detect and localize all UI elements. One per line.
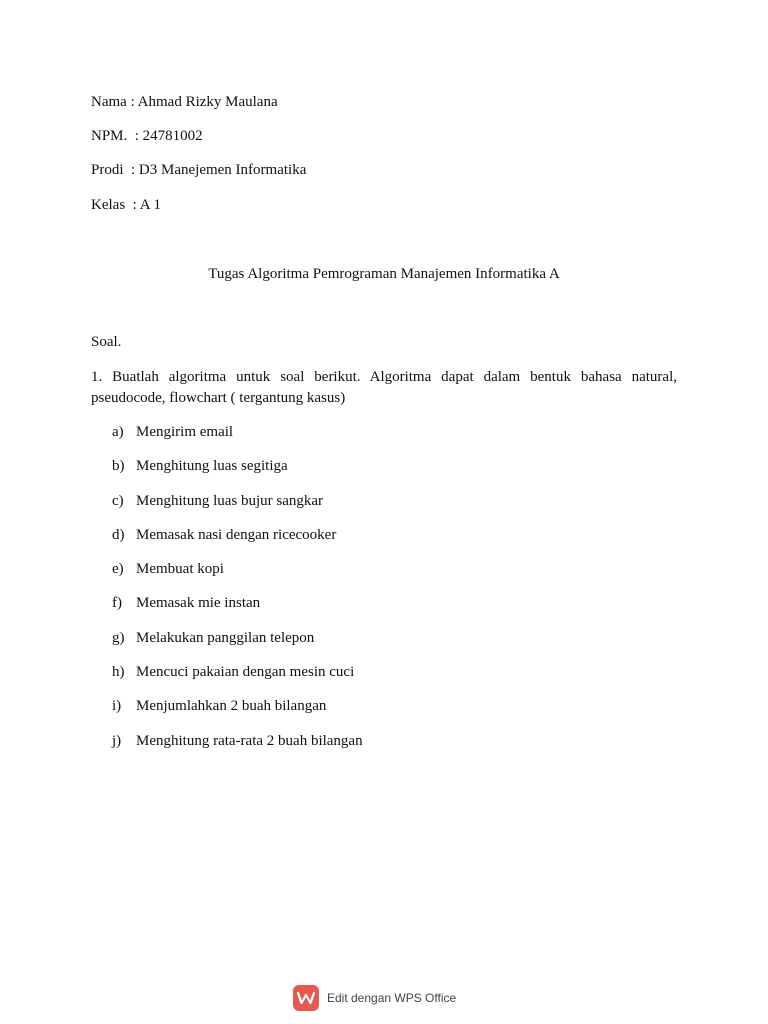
list-marker: h) xyxy=(112,664,125,681)
list-item xyxy=(112,593,363,627)
list-item-text: Menghitung luas segitiga xyxy=(136,458,288,475)
list-marker: a) xyxy=(112,424,124,440)
wps-office-logo-icon xyxy=(293,985,319,1011)
list-marker: f) xyxy=(112,595,122,612)
student-npm: NPM. : 24781002 xyxy=(91,128,203,144)
document-title: Tugas Algoritma Pemrograman Manajemen Informatika A xyxy=(208,266,560,282)
question-text: 1. Buatlah algoritma untuk soal berikut. Algoritma dapat dalam bentuk bahasa natural, pseudocode, flowchart ( tergantung kasus) xyxy=(91,369,677,406)
list-item-text: Menghitung rata-rata 2 buah bilangan xyxy=(136,732,363,749)
list-marker: c) xyxy=(112,492,124,509)
task-list xyxy=(112,422,363,765)
list-item-text: Melakukan panggilan telepon xyxy=(136,629,315,646)
list-item xyxy=(112,731,363,765)
list-item-text: Mencuci pakaian dengan mesin cuci xyxy=(136,664,355,681)
list-item xyxy=(112,696,363,730)
wps-edit-label: Edit dengan WPS Office xyxy=(327,991,457,1005)
list-item-text: Menjumlahkan 2 buah bilangan xyxy=(136,698,327,715)
list-marker: e) xyxy=(112,561,124,578)
student-kelas: Kelas : A 1 xyxy=(91,197,161,213)
list-marker: d) xyxy=(112,526,125,543)
student-name: Nama : Ahmad Rizky Maulana xyxy=(91,94,278,110)
list-marker: i) xyxy=(112,698,122,715)
list-item xyxy=(112,559,363,593)
list-item xyxy=(112,525,363,559)
list-marker: b) xyxy=(112,458,125,475)
list-marker: j) xyxy=(112,732,122,749)
list-item-text: Menghitung luas bujur sangkar xyxy=(136,492,324,509)
list-item xyxy=(112,491,363,525)
list-item xyxy=(112,628,363,662)
list-item-text: Membuat kopi xyxy=(136,561,224,578)
wps-edit-link[interactable] xyxy=(293,985,456,1011)
list-item xyxy=(112,456,363,490)
list-marker: g) xyxy=(112,629,125,646)
list-item xyxy=(112,662,363,696)
student-prodi: Prodi : D3 Manejemen Informatika xyxy=(91,162,307,178)
soal-label: Soal. xyxy=(91,334,122,350)
list-item-text: Memasak nasi dengan ricecooker xyxy=(136,526,337,543)
list-item xyxy=(112,422,363,456)
list-item-text: Mengirim email xyxy=(136,424,234,440)
list-item-text: Memasak mie instan xyxy=(136,595,261,612)
